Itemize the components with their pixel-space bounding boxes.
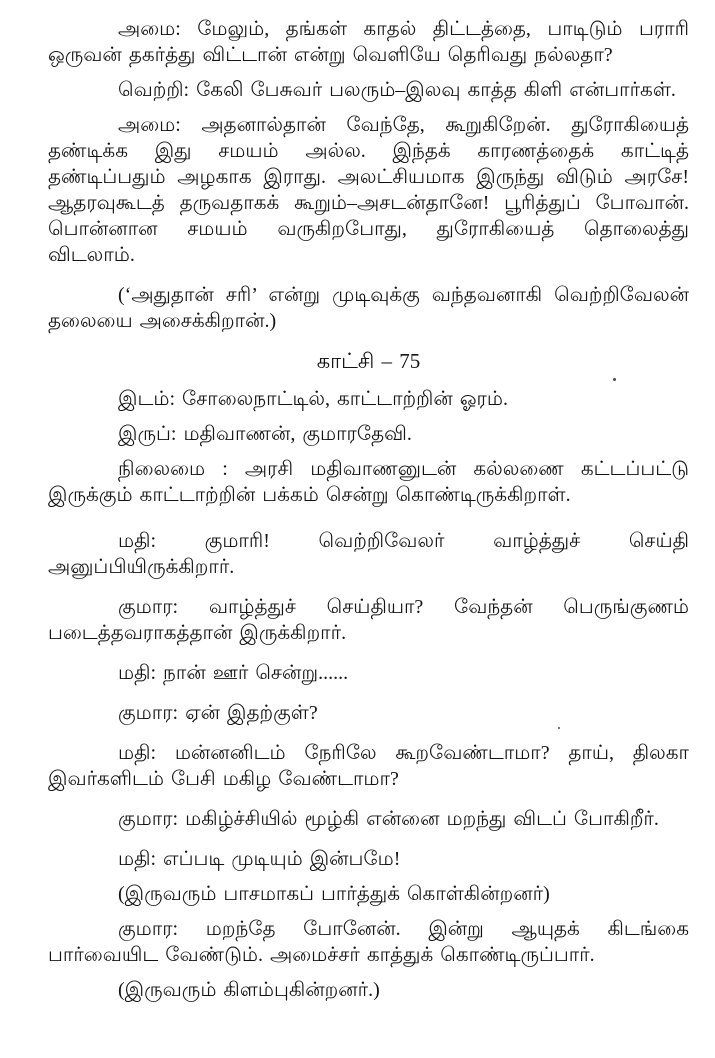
- speaker-label: குமார:: [118, 702, 179, 724]
- speaker-label: அமை:: [118, 18, 181, 40]
- dialogue-text: மன்னனிடம் நேரிலே கூறவேண்டாமா? தாய், திலகா இவர்களிடம் பேசி மகிழ வேண்டாமா?: [48, 742, 690, 790]
- speaker-label: மதி:: [118, 662, 157, 684]
- dialogue-text: எப்படி முடியும் இன்பமே!: [163, 848, 401, 870]
- dialogue-paragraph: [48, 112, 689, 268]
- dialogue-paragraph: [48, 916, 689, 968]
- stage-direction: [48, 282, 689, 334]
- scene-info-situation: [48, 456, 689, 508]
- info-label: இடம்:: [118, 388, 176, 410]
- dialogue-paragraph: [48, 806, 689, 832]
- dialogue-paragraph: [48, 528, 689, 580]
- scene-info-location: [48, 386, 689, 412]
- stage-direction-text: (இருவரும் பாசமாகப் பார்த்துக் கொள்கின்றனர்): [118, 883, 550, 905]
- speaker-label: மதி:: [118, 742, 157, 764]
- dialogue-text: வாழ்த்துச் செய்தியா? வேந்தன் பெருங்குணம் படைத்தவராகத்தான் இருக்கிறார்.: [48, 596, 690, 644]
- dialogue-paragraph: [48, 594, 689, 646]
- stage-direction-text: (‘அதுதான் சரி’ என்று முடிவுக்கு வந்தவனாகி வெற்றிவேலன் தலையை அசைக்கிறான்.): [48, 284, 689, 332]
- speaker-label: அமை:: [118, 114, 181, 136]
- speaker-label: வெற்றி:: [118, 79, 190, 101]
- dialogue-paragraph: [48, 846, 689, 872]
- dialogue-text: மேலும், தங்கள் காதல் திட்டத்தை, பாடிடும் பராரி ஒருவன் தகர்த்து விட்டான் என்று வெளியே தெரிவது நல்லதா?: [48, 18, 689, 66]
- info-label: இருப்:: [118, 423, 177, 445]
- info-text: மதிவாணன், குமாரதேவி.: [183, 423, 412, 445]
- dialogue-text: மகிழ்ச்சியில் மூழ்கி என்னை மறந்து விடப் போகிறீர்.: [185, 808, 659, 830]
- stage-direction: [48, 881, 689, 907]
- dialogue-text: குமாரி! வெற்றிவேலர் வாழ்த்துச் செய்தி அனுப்பியிருக்கிறார்.: [48, 530, 689, 578]
- info-text: அரசி மதிவாணனுடன் கல்லணை கட்டப்பட்டு இருக்கும் காட்டாற்றின் பக்கம் சென்று கொண்டிருக்கிறாள்.: [48, 458, 690, 506]
- dialogue-text: மறந்தே போனேன். இன்று ஆயுதக் கிடங்கை பார்வையிட வேண்டும். அமைச்சர் காத்துக் கொண்டிருப்பார்.: [48, 918, 690, 966]
- speaker-label: குமார:: [118, 596, 179, 618]
- dialogue-paragraph: [48, 660, 689, 686]
- dialogue-paragraph: [48, 77, 689, 103]
- speaker-label: மதி:: [118, 530, 157, 552]
- speaker-label: குமார:: [118, 918, 179, 940]
- dialogue-text: நான் ஊர் சென்று......: [163, 662, 349, 684]
- dialogue-paragraph: [48, 16, 689, 68]
- dialogue-text: ஏன் இதற்குள்?: [185, 702, 318, 724]
- info-text: சோலைநாட்டில், காட்டாற்றின் ஓரம்.: [182, 388, 508, 410]
- dialogue-text: கேலி பேசுவர் பலரும்–இலவு காத்த கிளி என்பார்கள்.: [196, 79, 676, 101]
- dialogue-text: அதனால்தான் வேந்தே, கூறுகிறேன். துரோகியைத் தண்டிக்க இது சமயம் அல்ல. இந்தக் காரணத்தைக் காட்டித் தண்டிப்பதும் அழகாக இராது. அலட்சியமாக இருந்து விடும் அரசே! ஆதரவுகூடத் தருவதாகக் கூறும்–அசடன்தானே! பூரித்துப் போவான். பொன்னான சமயம் வருகிறபோது, துரோகியைத் தொலைத்து விடலாம்.: [48, 114, 690, 266]
- scene-info-cast: [48, 421, 689, 447]
- speaker-label: மதி:: [118, 848, 157, 870]
- dialogue-paragraph: [48, 700, 689, 726]
- scene-heading: காட்சி – 75: [316, 349, 421, 373]
- scan-speck: [558, 727, 560, 729]
- stage-direction: [48, 977, 689, 1003]
- scan-speck: [613, 378, 616, 381]
- speaker-label: குமார:: [118, 808, 179, 830]
- stage-direction-text: (இருவரும் கிளம்புகின்றனர்.): [118, 979, 380, 1001]
- info-label: நிலைமை :: [118, 458, 228, 480]
- dialogue-paragraph: [48, 740, 689, 792]
